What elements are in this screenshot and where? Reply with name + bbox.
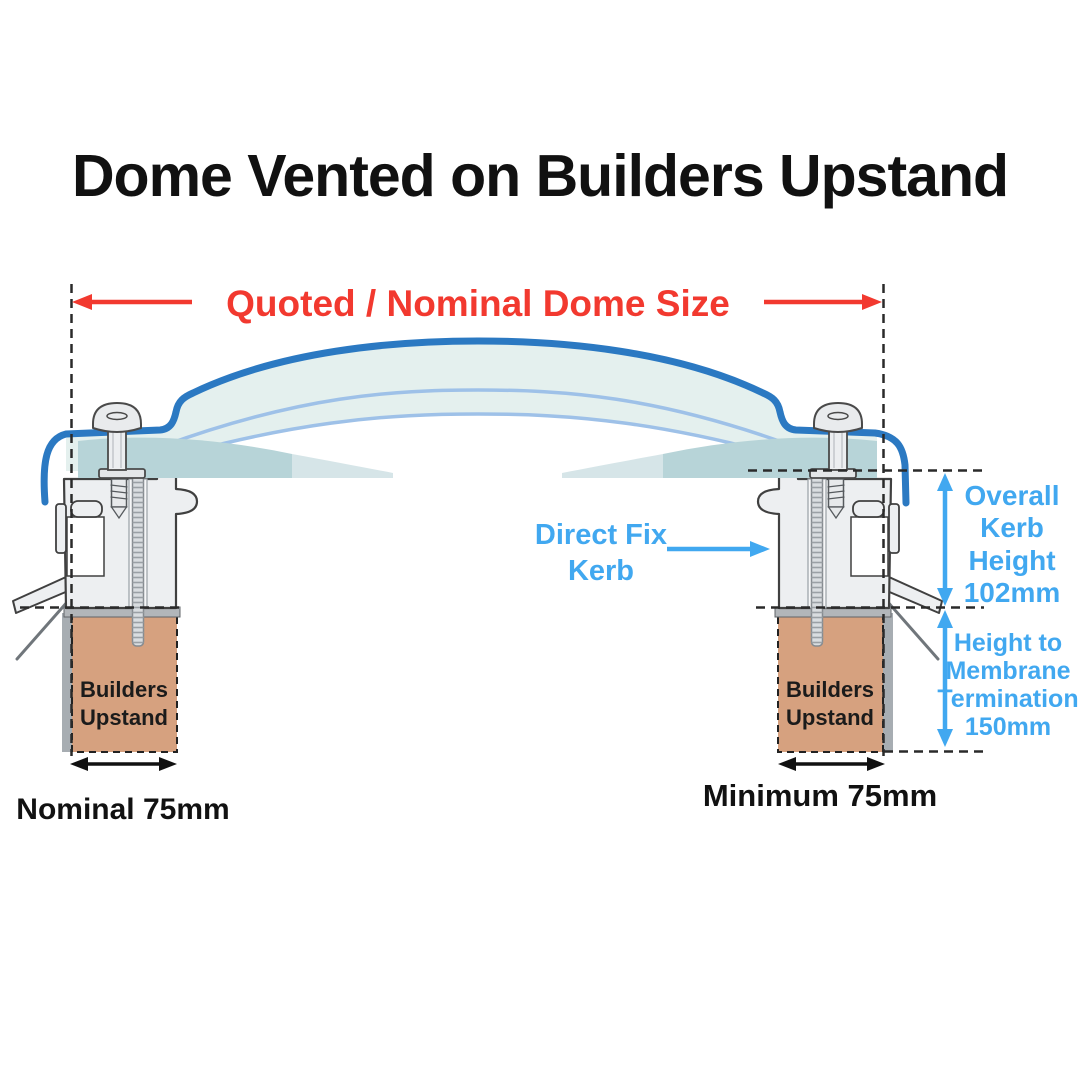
overall-kerb-line1: Overall [964, 480, 1060, 511]
dome-size-dimension [72, 283, 882, 324]
membrane-line2: Membrane [945, 657, 1071, 685]
overall-kerb-line4: 102mm [963, 577, 1061, 608]
overall-kerb-line3: Height [968, 545, 1056, 576]
right-upstand-label-line2: Upstand [786, 705, 874, 730]
nominal-width-dimension [70, 757, 177, 771]
left-upstand-label-line2: Upstand [80, 705, 168, 730]
overall-kerb-height-dimension [937, 473, 1060, 608]
membrane-line4: 150mm [964, 713, 1052, 741]
minimum-width-dimension [778, 757, 885, 771]
direct-fix-kerb-label-line1: Direct Fix [534, 519, 668, 551]
right-upstand-label-line1: Builders [785, 677, 875, 702]
direct-fix-kerb-callout [535, 519, 770, 587]
membrane-line1: Height to [953, 629, 1063, 657]
arrowhead-left-icon [72, 294, 92, 310]
membrane-termination-dimension [937, 610, 1079, 747]
page-title: Dome Vented on Builders Upstand [71, 143, 1009, 209]
membrane-line3: Termination [937, 685, 1079, 713]
arrowhead-right-icon [862, 294, 882, 310]
overall-kerb-line2: Kerb [980, 512, 1044, 543]
left-upstand-label-line1: Builders [79, 677, 169, 702]
dome-size-label: Quoted / Nominal Dome Size [226, 283, 730, 324]
direct-fix-kerb-label-line2: Kerb [567, 555, 635, 587]
callout-arrowhead-icon [750, 541, 770, 557]
minimum-width-label: Minimum 75mm [702, 778, 938, 813]
nominal-width-label: Nominal 75mm [16, 793, 230, 826]
